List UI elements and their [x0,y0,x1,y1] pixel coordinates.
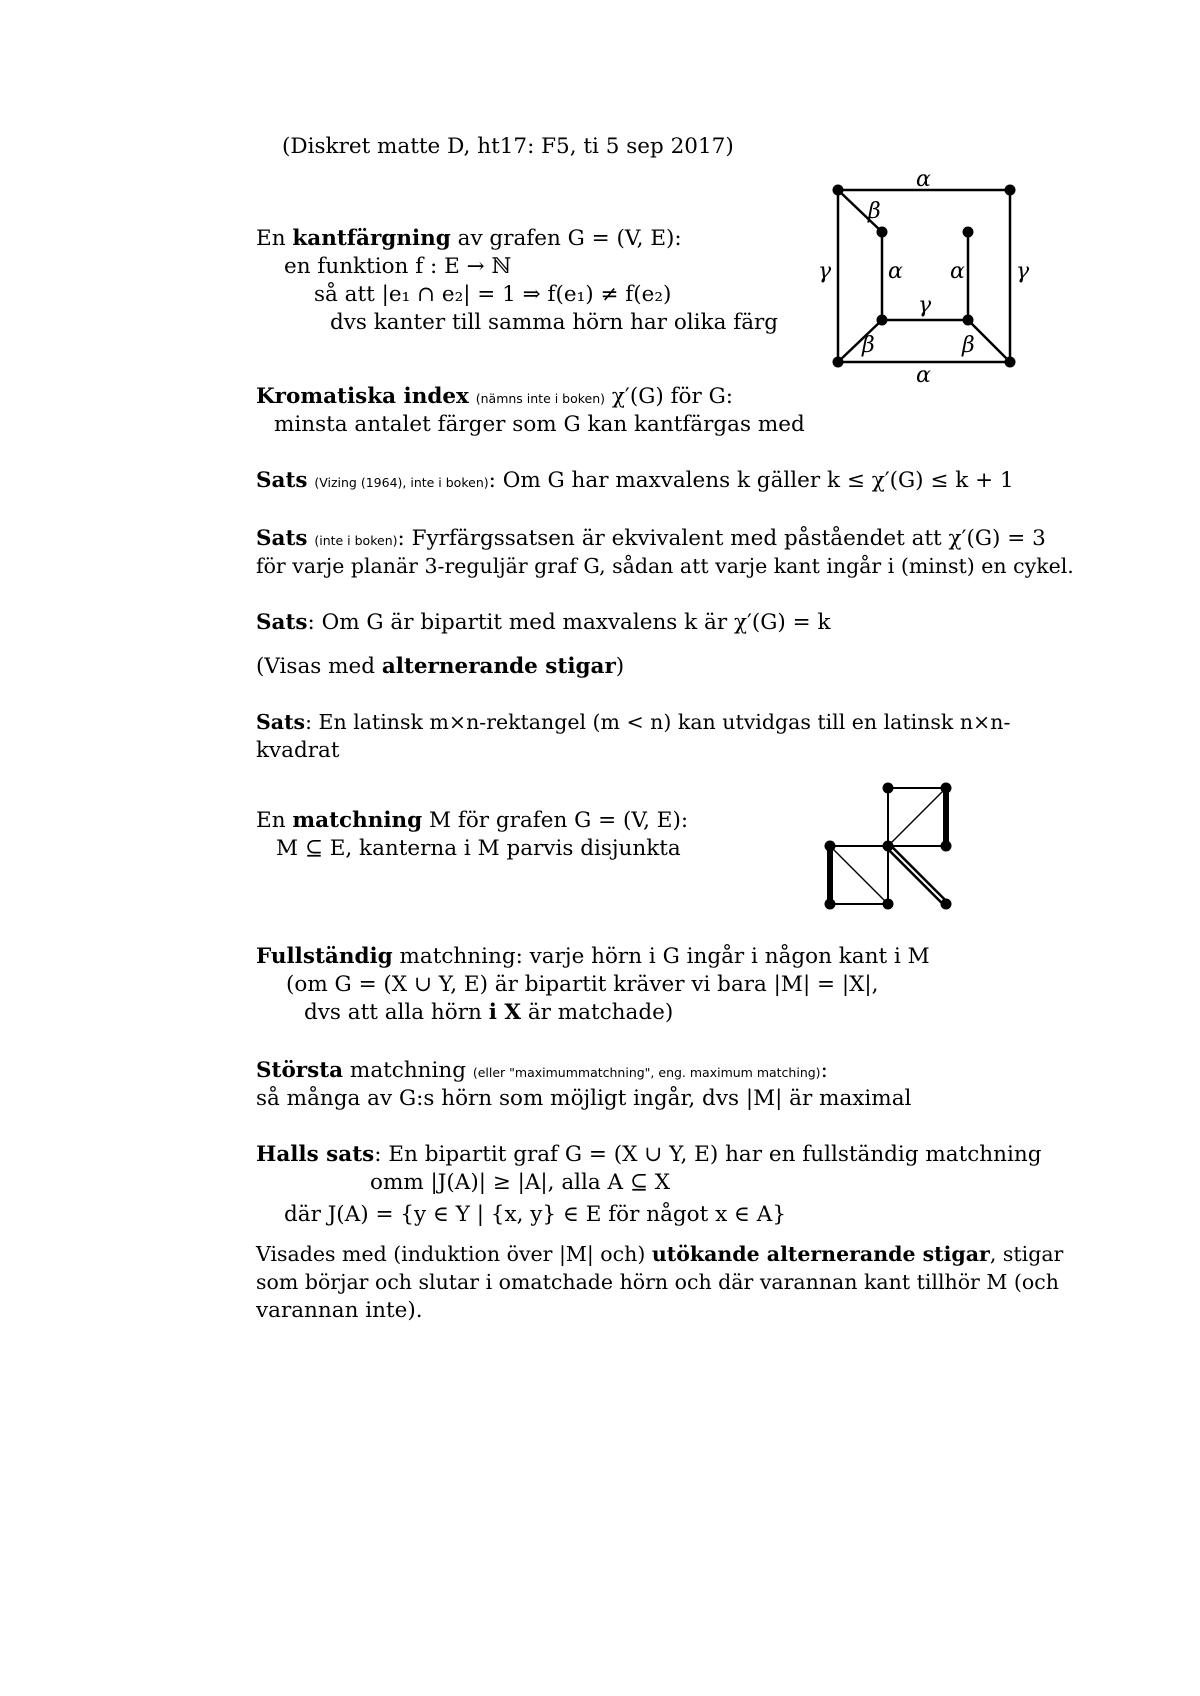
graph1-label-alpha: α [916,363,931,388]
graph1-vertex [963,227,974,238]
graph1-vertex [877,227,888,238]
fullstandig-line3: dvs att alla hörn i X är matchade) [304,1000,674,1025]
graph1-label-beta: β [962,333,975,358]
matchning-line2: M ⊆ E, kanterna i M parvis disjunkta [276,836,681,861]
fullstandig-line2: (om G = (X ∪ Y, E) är bipartit kräver vi bara |M| = |X|, [286,972,879,997]
graph1-vertex [833,357,844,368]
graph1-vertex [1005,185,1016,196]
graph1-label-beta: β [862,333,875,358]
storsta-line2: så många av G:s hörn som möjligt ingår, dvs |M| är maximal [256,1086,912,1111]
sats-bipartit: Sats: Om G är bipartit med maxvalens k är χ′(G) = k [256,610,831,635]
graph1-vertex [1005,357,1016,368]
graph1-label-gamma: γ [818,259,832,284]
sats-fyrfarg-line2: för varje planär 3-reguljär graf G, sådan att varje kant ingår i (minst) en cykel. [256,554,1074,578]
kantfargning-line3: så att |e₁ ∩ e₂| = 1 ⇒ f(e₁) ≠ f(e₂) [314,282,672,307]
kantfargning-line4: dvs kanter till samma hörn har olika färg [330,310,779,335]
kromatiska-index: Kromatiska index (nämns inte i boken) χ′(G) för G: [256,384,734,409]
kantfargning-term: kantfärgning [292,226,451,251]
kantfargning-line2: en funktion f : E → ℕ [284,254,512,279]
graph1-label-beta: β [868,199,881,224]
sats-vizing: Sats (Vizing (1964), inte i boken): Om G har maxvalens k gäller k ≤ χ′(G) ≤ k + 1 [256,468,1014,493]
graph1-label-gamma: γ [1016,259,1030,284]
visades-stigar: Visades med (induktion över |M| och) utökande alternerande stigar, stigar [256,1242,1064,1266]
lecture-header: (Diskret matte D, ht17: F5, ti 5 sep 2017) [282,134,734,159]
storsta-matchning: Största matchning (eller "maximummatchning", eng. maximum matching): [256,1058,828,1083]
kantfargning-definition: En kantfärgning av grafen G = (V, E): [256,226,682,251]
graph1-vertex [833,185,844,196]
graph1-edge-diag-br [968,320,1010,362]
graph1-label-alpha: α [950,259,965,284]
visas-alternerande: (Visas med alternerande stigar) [256,654,625,679]
halls-line2: omm |J(A)| ≥ |A|, alla A ⊆ X [370,1170,671,1195]
fullstandig-matchning: Fullständig matchning: varje hörn i G ingår i någon kant i M [256,944,930,969]
visades-line3: varannan inte). [256,1298,423,1323]
matchning-definition: En matchning M för grafen G = (V, E): [256,808,689,833]
graph1-label-gamma: γ [918,293,932,318]
graph1-label-alpha: α [916,167,931,192]
sats-fyrfarg: Sats (inte i boken): Fyrfärgssatsen är ekvivalent med påståendet att χ′(G) = 3 [256,526,1046,551]
sats-latinsk: Sats: En latinsk m×n-rektangel (m < n) kan utvidgas till en latinsk n×n- [256,710,1011,734]
graph1-label-alpha: α [888,259,903,284]
graph1-edge-diag-bl [838,320,882,362]
halls-line3: där J(A) = {y ∈ Y | {x, y} ∈ E för något x ∈ A} [284,1202,786,1227]
kromatiska-line2: minsta antalet färger som G kan kantfärgas med [274,412,805,437]
graph1-vertex [963,315,974,326]
sats-latinsk-line2: kvadrat [256,738,340,763]
visades-line2: som börjar och slutar i omatchade hörn och där varannan kant tillhör M (och [256,1270,1059,1294]
graph1-vertex [877,315,888,326]
graph1-edge-diag-top [838,190,882,232]
halls-sats: Halls sats: En bipartit graf G = (X ∪ Y, E) har en fullständig matchning [256,1142,1042,1167]
